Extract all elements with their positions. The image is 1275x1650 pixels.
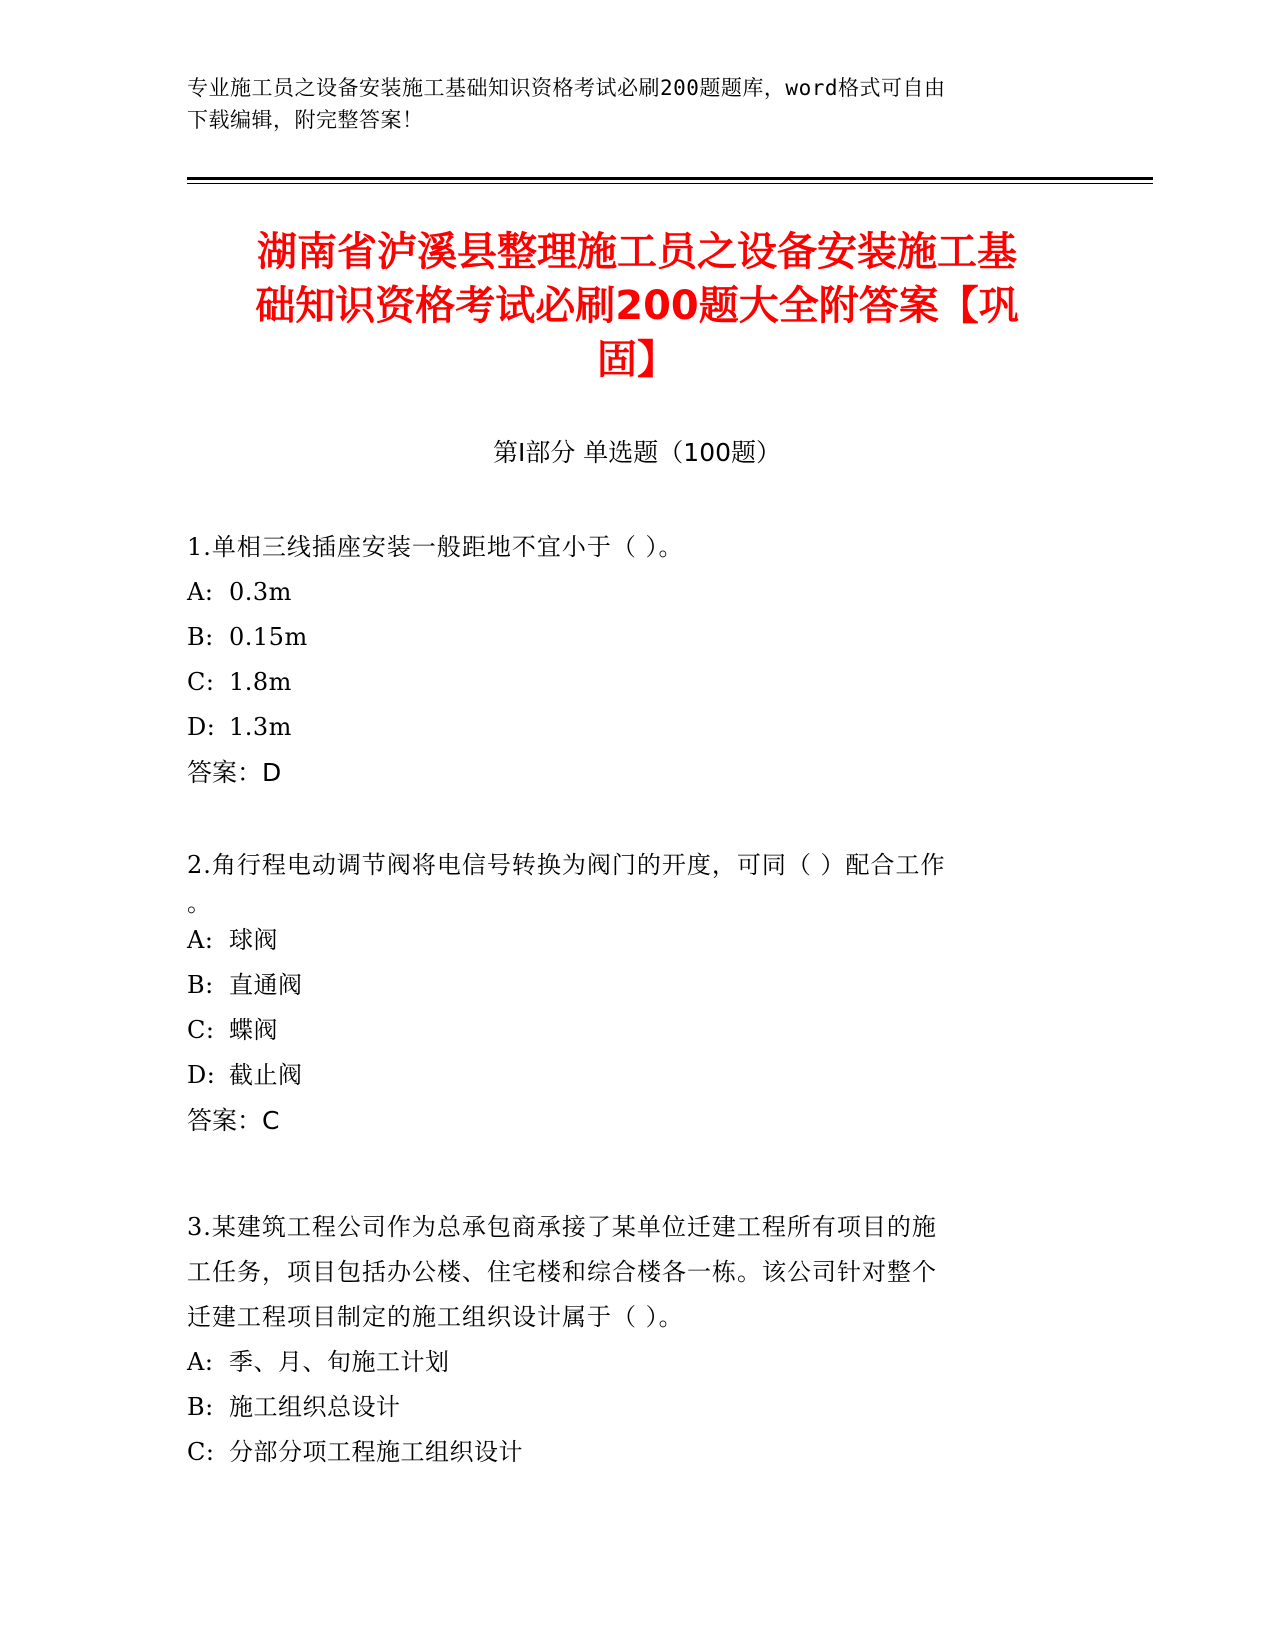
option-text: 截止阀 xyxy=(229,1061,303,1089)
option-d xyxy=(187,705,1087,750)
answer-line: 答案：D xyxy=(187,758,282,787)
option-text: 0.3m xyxy=(229,578,292,606)
section-heading: 第Ⅰ部分 单选题（100题） xyxy=(492,438,782,467)
option-text: 蝶阀 xyxy=(229,1016,278,1044)
option-text: 直通阀 xyxy=(229,971,303,999)
option-key: D: xyxy=(187,1061,216,1089)
option-a xyxy=(187,1340,1087,1385)
option-b xyxy=(187,963,1087,1008)
option-text: 季、月、旬施工计划 xyxy=(229,1348,450,1376)
header-note-line-1: 专业施工员之设备安装施工基础知识资格考试必刷200题题库，word格式可自由 xyxy=(187,76,946,100)
option-text: 球阀 xyxy=(229,926,278,954)
header-divider-thin xyxy=(187,183,1153,184)
answer-line: 答案：C xyxy=(187,1106,280,1135)
question-stem: 2.角行程电动调节阀将电信号转换为阀门的开度，可同（ ）配合工作 xyxy=(187,851,946,879)
header-divider-thick xyxy=(187,177,1153,180)
option-text: 0.15m xyxy=(229,623,308,651)
option-key: C: xyxy=(187,668,215,696)
question-stem-continued: 迁建工程项目制定的施工组织设计属于（ ）。 xyxy=(187,1303,684,1331)
option-c xyxy=(187,1430,1087,1475)
option-b xyxy=(187,615,1087,660)
option-c xyxy=(187,660,1087,705)
question-1 xyxy=(187,525,1087,795)
question-3 xyxy=(187,1205,1087,1475)
option-key: B: xyxy=(187,623,214,651)
question-stem-continued: 工任务，项目包括办公楼、住宅楼和综合楼各一栋。该公司针对整个 xyxy=(187,1258,937,1286)
title-line-2: 础知识资格考试必刷200题大全附答案【巩 xyxy=(255,283,1019,329)
option-text: 分部分项工程施工组织设计 xyxy=(229,1438,523,1466)
option-key: C: xyxy=(187,1438,215,1466)
question-stem-continued: 。 xyxy=(187,889,212,917)
document-title xyxy=(187,225,1087,387)
title-line-3: 固】 xyxy=(597,337,677,383)
option-b xyxy=(187,1385,1087,1430)
option-text: 施工组织总设计 xyxy=(229,1393,401,1421)
question-stem: 1.单相三线插座安装一般距地不宜小于（ ）。 xyxy=(187,533,684,561)
option-key: D: xyxy=(187,713,216,741)
option-d xyxy=(187,1053,1087,1098)
question-stem: 3.某建筑工程公司作为总承包商承接了某单位迁建工程所有项目的施 xyxy=(187,1213,937,1241)
option-c xyxy=(187,1008,1087,1053)
option-text: 1.8m xyxy=(229,668,292,696)
option-a xyxy=(187,570,1087,615)
option-key: B: xyxy=(187,1393,214,1421)
header-note xyxy=(187,72,1087,136)
option-key: A: xyxy=(187,578,214,606)
title-line-1: 湖南省泸溪县整理施工员之设备安装施工基 xyxy=(257,229,1017,275)
option-text: 1.3m xyxy=(229,713,292,741)
question-2 xyxy=(187,843,1087,1143)
option-key: C: xyxy=(187,1016,215,1044)
option-a xyxy=(187,918,1087,963)
header-note-line-2: 下载编辑，附完整答案！ xyxy=(187,108,424,132)
option-key: A: xyxy=(187,1348,214,1376)
option-key: B: xyxy=(187,971,214,999)
option-key: A: xyxy=(187,926,214,954)
